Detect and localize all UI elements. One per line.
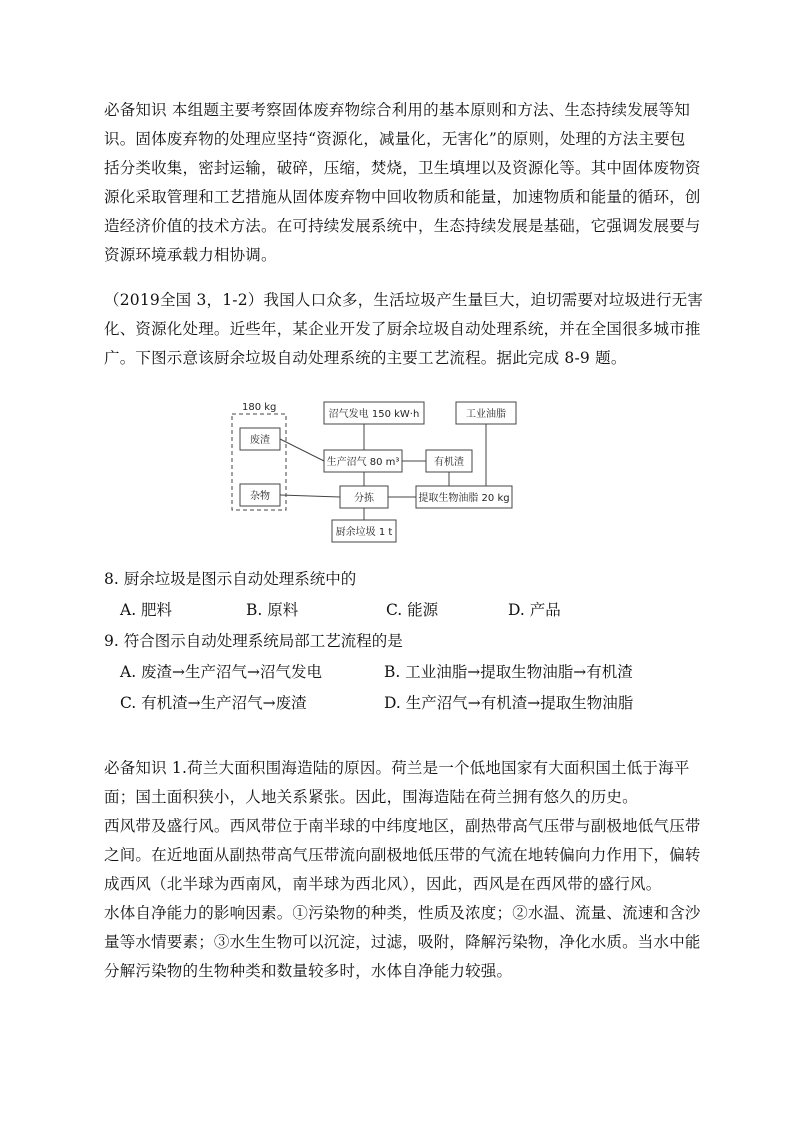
text-line: 成西风（北半球为西南风，南半球为西北风），因此，西风是在西风带的盛行风。 <box>104 875 662 893</box>
group-weight-label: 180 kg <box>242 402 277 413</box>
label-feizha: 废渣 <box>250 435 270 446</box>
q9-option-a[interactable]: A. 废渣→生产沼气→沼气发电 <box>120 663 323 681</box>
text-line: 分解污染物的生物种类和数量较多时，水体自净能力较强。 <box>104 962 513 980</box>
text-line: 化、资源化处理。近些年，某企业开发了厨余垃圾自动处理系统，并在全国很多城市推 <box>104 320 701 338</box>
q8-stem: 8. 厨余垃圾是图示自动处理系统中的 <box>104 570 357 588</box>
q9-option-b[interactable]: B. 工业油脂→提取生物油脂→有机渣 <box>384 663 633 681</box>
text-line: 造经济价值的技术方法。在可持续发展系统中，生态持续发展是基础，它强调发展要与 <box>104 217 701 235</box>
text-line: 源化采取管理和工艺措施从固体废弃物中回收物质和能量，加速物质和能量的循环，创 <box>104 188 701 206</box>
process-flow-diagram <box>228 390 528 550</box>
label-zawu: 杂物 <box>250 491 270 502</box>
text-line: （2019全国 3，1-2）我国人口众多，生活垃圾产生量巨大，迫切需要对垃圾进行无害 <box>104 291 704 309</box>
text-line: 面；国土面积狭小，人地关系紧张。因此，围海造陆在荷兰拥有悠久的历史。 <box>104 788 638 806</box>
text-line: 广。下图示意该厨余垃圾自动处理系统的主要工艺流程。据此完成 8-9 题。 <box>104 349 627 367</box>
q9-stem: 9. 符合图示自动处理系统局部工艺流程的是 <box>104 632 403 650</box>
text-line: 识。固体废弃物的处理应坚持“资源化，减量化，无害化”的原则，处理的方法主要包 <box>104 130 686 148</box>
knowledge-paragraph-2 <box>104 754 716 986</box>
text-line: 水体自净能力的影响因素。①污染物的种类，性质及浓度；②水温、流量、流速和含沙 <box>104 904 701 922</box>
knowledge-paragraph-1 <box>104 96 716 270</box>
q9-option-d[interactable]: D. 生产沼气→有机渣→提取生物油脂 <box>384 694 634 712</box>
label-extract: 提取生物油脂 20 kg <box>418 493 510 504</box>
text-line: 西风带及盛行风。西风带位于南半球的中纬度地区，副热带高气压带与副极地低气压带 <box>104 817 701 835</box>
label-sort: 分拣 <box>354 493 374 504</box>
text-line: 资源环境承载力相协调。 <box>104 246 277 264</box>
q8-option-b[interactable]: B. 原料 <box>246 601 299 619</box>
q8-option-c[interactable]: C. 能源 <box>386 601 439 619</box>
text-line: 必备知识 本组题主要考察固体废弃物综合利用的基本原则和方法、生态持续发展等知 <box>104 101 691 119</box>
text-line: 之间。在近地面从副热带高气压带流向副极地低压带的气流在地转偏向力作用下，偏转 <box>104 846 701 864</box>
label-industrial: 工业油脂 <box>466 409 506 420</box>
question-intro <box>104 286 716 373</box>
q8-option-a[interactable]: A. 肥料 <box>120 601 173 619</box>
label-power: 沼气发电 150 kW·h <box>328 409 420 420</box>
text-line: 必备知识 1.荷兰大面积围海造陆的原因。荷兰是一个低地国家有大面积国土低于海平 <box>104 759 690 777</box>
q8-option-d[interactable]: D. 产品 <box>508 601 561 619</box>
text-line: 括分类收集，密封运输，破碎，压缩，焚烧，卫生填埋以及资源化等。其中固体废物资 <box>104 159 701 177</box>
label-biogas: 生产沼气 80 m³ <box>326 457 400 468</box>
text-line: 量等水情要素；③水生生物可以沉淀，过滤，吸附，降解污染物，净化水质。当水中能 <box>104 933 701 951</box>
label-organic: 有机渣 <box>434 457 464 468</box>
label-kitchen: 厨余垃圾 1 t <box>335 527 393 538</box>
q9-option-c[interactable]: C. 有机渣→生产沼气→废渣 <box>120 694 307 712</box>
